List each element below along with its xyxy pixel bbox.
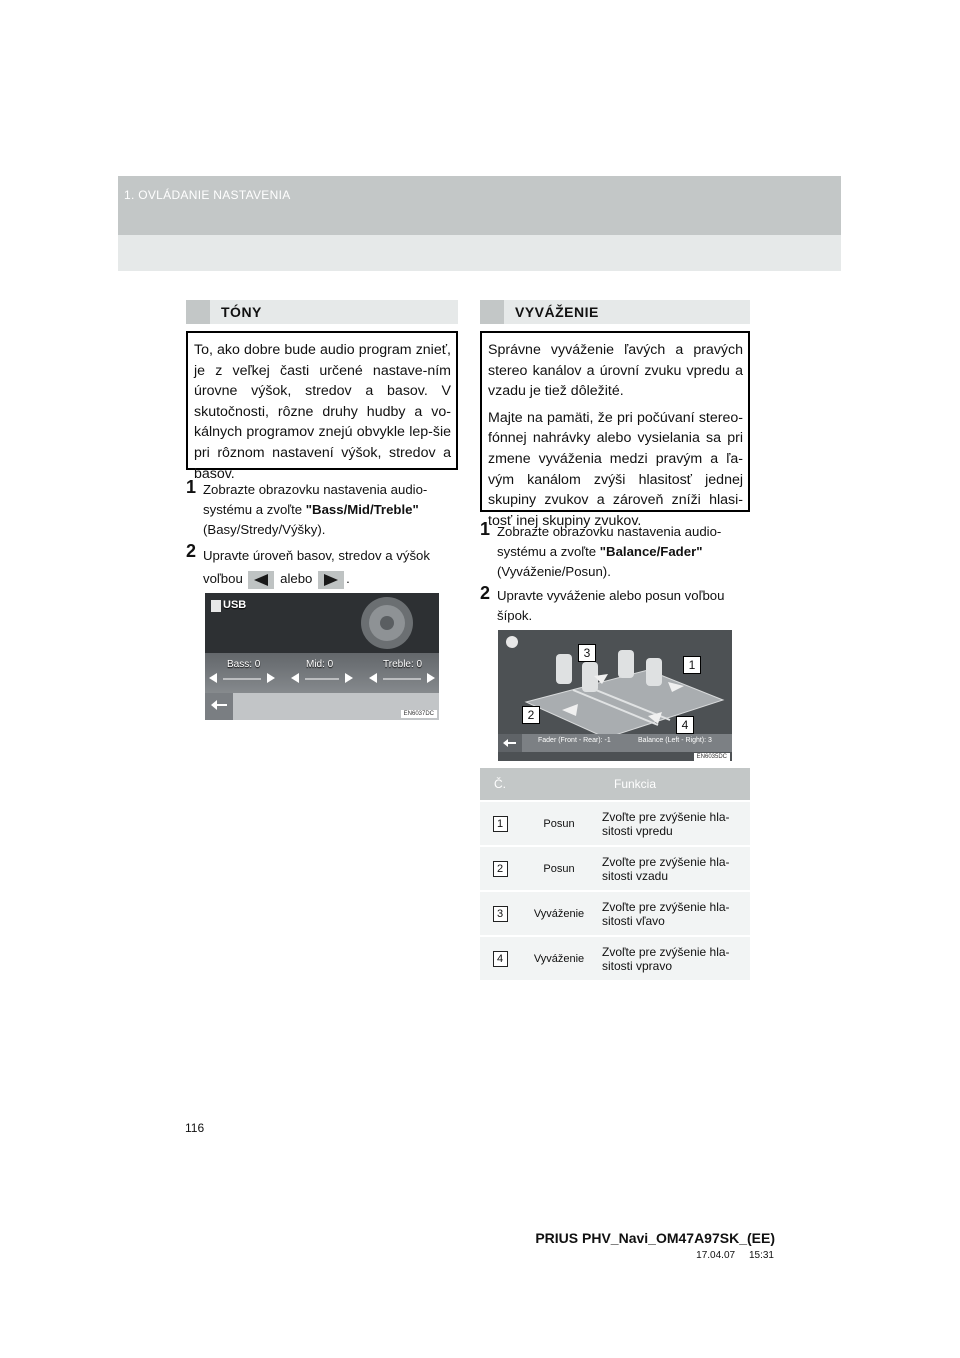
row-desc: Zvoľte pre zvýšenie hla-sitosti vpravo — [598, 936, 750, 980]
balance-step-1 — [480, 519, 750, 582]
balance-screen — [498, 630, 732, 761]
step-text: Upravte vyváženie alebo posun voľbou šípok. — [497, 588, 725, 623]
document-code: PRIUS PHV_Navi_OM47A97SK_(EE) — [535, 1230, 775, 1246]
heading-square — [186, 300, 210, 324]
bass-label: Bass: 0 — [227, 659, 261, 670]
balance-title: VYVÁŽENIE — [515, 304, 599, 320]
row-name: Vyváženie — [520, 891, 598, 936]
callout-3: 3 — [578, 644, 596, 662]
step-text-suffix: (Basy/Stredy/Výšky). — [203, 522, 326, 537]
row-name: Posun — [520, 846, 598, 891]
right-arrow-button-icon — [318, 571, 344, 589]
treble-left-icon — [369, 673, 377, 683]
row-desc: Zvoľte pre zvýšenie hla-sitosti vpredu — [598, 801, 750, 846]
print-stamp: 17.04.07 15:31 — [696, 1250, 774, 1261]
step-number: 1 — [186, 477, 197, 497]
bass-right-icon — [267, 673, 275, 683]
table-row — [480, 846, 750, 891]
step-number: 2 — [480, 583, 491, 603]
step-number: 1 — [480, 519, 491, 539]
step-text-alebo: alebo — [280, 571, 313, 586]
mid-label: Mid: 0 — [306, 659, 334, 670]
tones-title: TÓNY — [221, 304, 262, 320]
figure-code: EN6037DC — [401, 710, 437, 718]
callout-4: 4 — [676, 716, 694, 734]
step-option: "Bass/Mid/Treble" — [305, 502, 419, 517]
tones-screen — [205, 593, 439, 720]
row-number-box: 1 — [493, 816, 508, 832]
balance-intro-box — [480, 331, 750, 529]
step-text-suffix: (Vyváženie/Posun). — [497, 564, 611, 579]
bass-left-icon — [209, 673, 217, 683]
left-arrow-button-icon — [248, 571, 274, 589]
callout-2: 2 — [522, 706, 540, 724]
row-name: Posun — [520, 801, 598, 846]
row-number-box: 3 — [493, 906, 508, 922]
section-title: 1. OVLÁDANIE NASTAVENIA — [124, 188, 291, 202]
step-number: 2 — [186, 541, 197, 561]
step-text: Zobrazte obrazovku nastavenia audio-systému a zvoľte — [203, 482, 428, 517]
table-row — [480, 891, 750, 936]
settings-icon — [506, 636, 518, 648]
table-row — [480, 801, 750, 846]
heading-square — [480, 300, 504, 324]
step-text: Zobrazte obrazovku nastavenia audio-systému a zvoľte — [497, 524, 722, 559]
step-option: "Balance/Fader" — [599, 544, 703, 559]
page-number: 116 — [185, 1121, 205, 1135]
row-desc: Zvoľte pre zvýšenie hla-sitosti vľavo — [598, 891, 750, 936]
step-text: Upravte úroveň basov, stredov a výšok — [203, 548, 430, 563]
figure-code: EN6035DC — [694, 753, 730, 761]
balance-intro-2: Majte na pamäti, že pri počúvaní stereo-fónnej nahrávky alebo vysielania sa pri zmene vyváženia medzi pravým a ľa-vým kanálom zvýši hlasitosť jednej skupiny zvukov a zároveň zníži hlasi-tosť inej skupiny zvukov. — [488, 409, 743, 529]
header-top — [118, 176, 841, 235]
row-number-box: 2 — [493, 861, 508, 877]
balance-heading — [480, 300, 750, 324]
callout-1: 1 — [683, 656, 701, 674]
mid-right-icon — [345, 673, 353, 683]
balance-intro-1: Správne vyváženie ľavých a pravých stereo kanálov a úrovní zvuku vpredu a vzadu je tiež dôležité. — [488, 342, 743, 400]
step-text-voľbou: voľbou — [203, 571, 243, 586]
fader-readout: Fader (Front - Rear): -1 — [538, 737, 611, 744]
usb-icon — [211, 600, 221, 612]
balance-step-2 — [480, 583, 750, 630]
row-number-box: 4 — [493, 951, 508, 967]
mid-left-icon — [291, 673, 299, 683]
tones-intro: To, ako dobre bude audio program znieť, je z veľkej časti určené nastave-ním úrovne výšok, stredov a basov. V skutočnosti, rôzne druhy hudby a vo-kálnych programov znejú obvykle lep-šie pri rôznom nastavení výšok, stredov a basov. — [194, 342, 451, 482]
table-header-num: Č. — [480, 768, 520, 801]
tones-heading — [186, 300, 458, 324]
balance-readout: Balance (Left - Right): 3 — [638, 737, 712, 744]
step-text-dot: . — [346, 571, 350, 586]
treble-label: Treble: 0 — [383, 659, 423, 670]
screen-source-label: USB — [223, 599, 247, 611]
table-row — [480, 936, 750, 980]
back-button-icon — [205, 693, 233, 720]
row-desc: Zvoľte pre zvýšenie hla-sitosti vzadu — [598, 846, 750, 891]
tones-screen-graphic — [205, 593, 439, 720]
treble-right-icon — [427, 673, 435, 683]
row-name: Vyváženie — [520, 936, 598, 980]
tones-step-1 — [186, 477, 460, 540]
table-header-function: Funkcia — [520, 768, 750, 801]
tones-intro-box — [186, 331, 458, 482]
tones-step-2 — [186, 541, 460, 594]
function-table — [480, 768, 750, 980]
